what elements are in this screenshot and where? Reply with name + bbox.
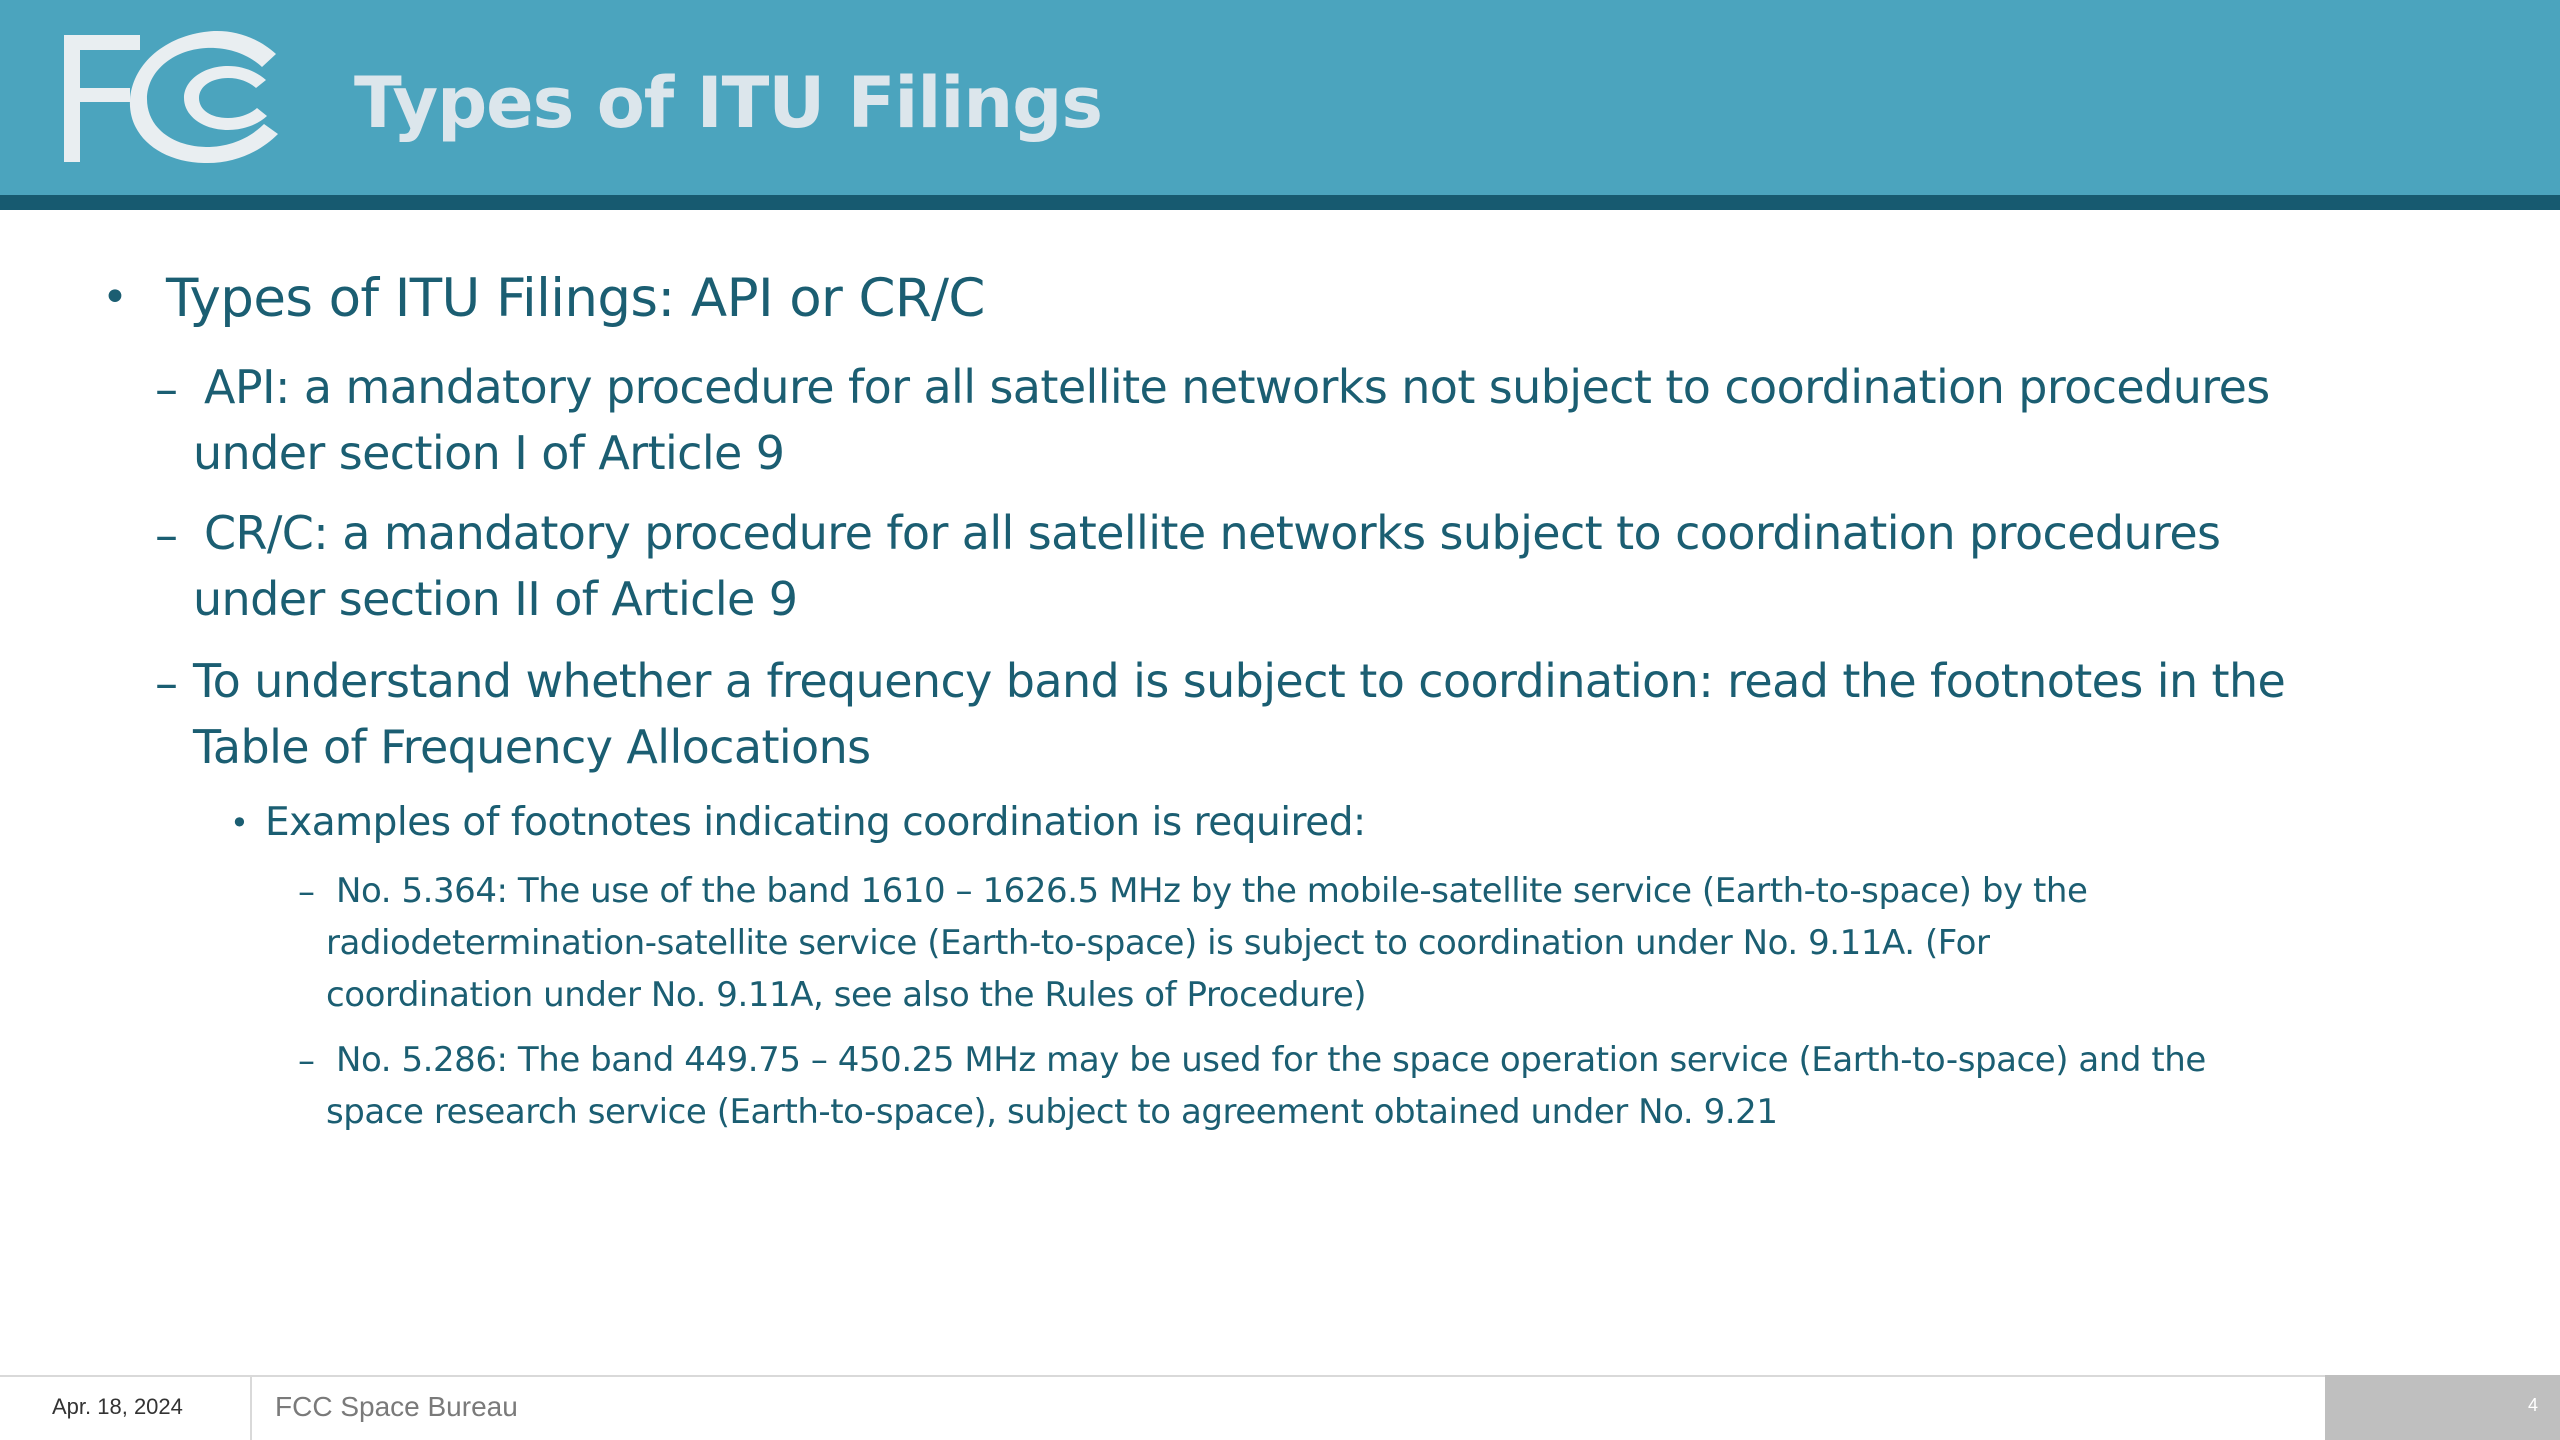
footer-rule [0, 1375, 2325, 1377]
page-number: 4 [2527, 1395, 2538, 1415]
footnote-5364-line-3: coordination under No. 9.11A, see also the Rules of Procedure) [326, 975, 1367, 1015]
slide-title: Types of ITU Filings [354, 62, 1103, 144]
footnote-5364-line-2: radiodetermination-satellite service (Earth-to-space) is subject to coordination under No. 9.11A. (For [326, 923, 1990, 963]
bullet-marker: • [102, 272, 128, 323]
api-line-2: under section I of Article 9 [193, 426, 785, 480]
footer-date: Apr. 18, 2024 [52, 1394, 183, 1419]
page-number-box [2325, 1375, 2560, 1440]
footer-organization: FCC Space Bureau [275, 1391, 518, 1422]
understand-line-1: To understand whether a frequency band is subject to coordination: read the footnotes in the [193, 654, 2286, 708]
fcc-logo [58, 30, 280, 165]
dash-marker: – [155, 508, 178, 562]
footer-divider [250, 1376, 252, 1440]
understand-line-2: Table of Frequency Allocations [193, 720, 871, 774]
bullet-types-of-filings: Types of ITU Filings: API or CR/C [166, 268, 985, 329]
dash-marker: – [298, 872, 315, 912]
examples-heading: Examples of footnotes indicating coordination is required: [265, 800, 1366, 845]
dash-marker: – [155, 362, 178, 416]
crc-line-1: CR/C: a mandatory procedure for all satellite networks subject to coordination procedures [204, 506, 2221, 560]
api-line-1: API: a mandatory procedure for all satellite networks not subject to coordination procedures [204, 360, 2270, 414]
footnote-5364-line-1: No. 5.364: The use of the band 1610 – 1626.5 MHz by the mobile-satellite service (Earth-to-space) by the [336, 871, 2088, 911]
footnote-5286-line-2: space research service (Earth-to-space), subject to agreement obtained under No. 9.21 [326, 1092, 1778, 1132]
crc-line-2: under section II of Article 9 [193, 572, 798, 626]
dash-marker: – [298, 1041, 315, 1081]
header-rule [0, 195, 2560, 210]
footnote-5286-line-1: No. 5.286: The band 449.75 – 450.25 MHz may be used for the space operation service (Earth-to-space) and the [336, 1040, 2206, 1080]
bullet-marker: • [230, 804, 249, 842]
dash-marker: – [155, 656, 178, 710]
